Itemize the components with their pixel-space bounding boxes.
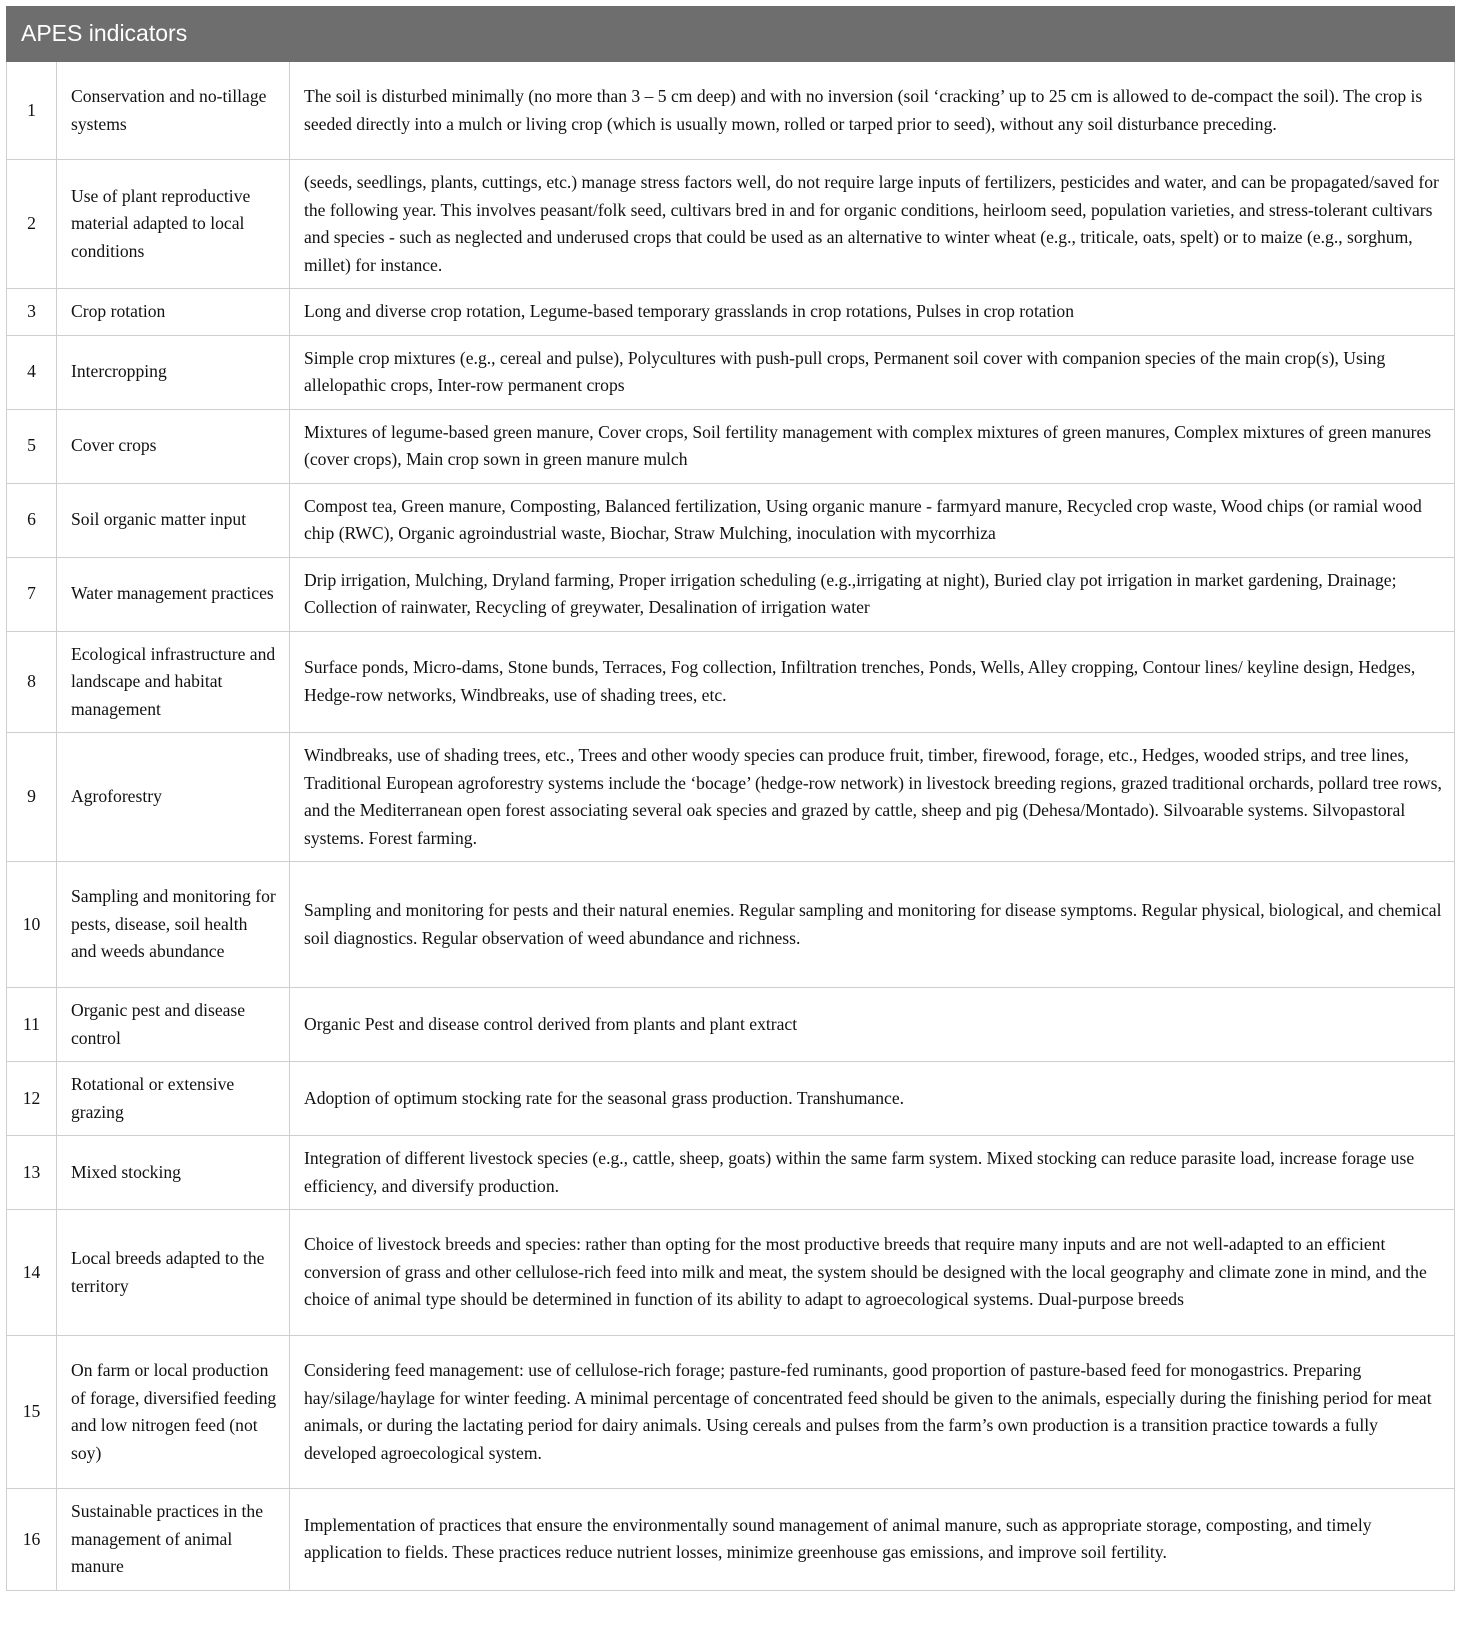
indicator-description: Implementation of practices that ensure the environmentally sound management of animal manure, such as appropriate storage, composting, and timely application to fields. These practices reduce nutrient losses, minimize greenhouse gas emissions, and improve soil fertility.: [290, 1489, 1455, 1591]
indicator-name: Local breeds adapted to the territory: [57, 1210, 290, 1336]
row-number: 12: [7, 1062, 57, 1136]
table-row: [7, 862, 1455, 988]
table-row: [7, 631, 1455, 733]
row-number: 1: [7, 62, 57, 160]
table-row: [7, 733, 1455, 862]
indicator-description: Choice of livestock breeds and species: rather than opting for the most productive breeds that require many inputs and are not well-adapted to an efficient conversion of grass and other cellulose-rich feed into milk and meat, the system should be designed with the local geography and climate zone in mind, and the choice of animal type should be determined in function of its ability to adapt to agroecological systems. Dual-purpose breeds: [290, 1210, 1455, 1336]
indicator-name: Conservation and no-tillage systems: [57, 62, 290, 160]
indicator-description: Surface ponds, Micro-dams, Stone bunds, Terraces, Fog collection, Infiltration trenches, Ponds, Wells, Alley cropping, Contour lines/ keyline design, Hedges, Hedge-row networks, Windbreaks, use of shading trees, etc.: [290, 631, 1455, 733]
indicator-name: Rotational or extensive grazing: [57, 1062, 290, 1136]
row-number: 4: [7, 335, 57, 409]
table-row: [7, 988, 1455, 1062]
table-body: [7, 62, 1455, 1591]
indicator-description: Organic Pest and disease control derived from plants and plant extract: [290, 988, 1455, 1062]
indicator-description: Simple crop mixtures (e.g., cereal and pulse), Polycultures with push-pull crops, Permanent soil cover with companion species of the main crop(s), Using allelopathic crops, Inter-row permanent crops: [290, 335, 1455, 409]
row-number: 10: [7, 862, 57, 988]
indicator-name: Water management practices: [57, 557, 290, 631]
row-number: 6: [7, 483, 57, 557]
row-number: 9: [7, 733, 57, 862]
table-row: [7, 483, 1455, 557]
indicator-name: Use of plant reproductive material adapted to local conditions: [57, 160, 290, 289]
indicator-description: The soil is disturbed minimally (no more than 3 – 5 cm deep) and with no inversion (soil ‘cracking’ up to 25 cm is allowed to de-compact the soil). The crop is seeded directly into a mulch or living crop (which is usually mown, rolled or tarped prior to seed), without any soil disturbance preceding.: [290, 62, 1455, 160]
indicator-description: Adoption of optimum stocking rate for the seasonal grass production. Transhumance.: [290, 1062, 1455, 1136]
row-number: 13: [7, 1136, 57, 1210]
indicator-description: Integration of different livestock species (e.g., cattle, sheep, goats) within the same farm system. Mixed stocking can reduce parasite load, increase forage use efficiency, and diversify production.: [290, 1136, 1455, 1210]
indicator-description: Drip irrigation, Mulching, Dryland farming, Proper irrigation scheduling (e.g.,irrigating at night), Buried clay pot irrigation in market gardening, Drainage; Collection of rainwater, Recycling of greywater, Desalination of irrigation water: [290, 557, 1455, 631]
indicator-description: Considering feed management: use of cellulose-rich forage; pasture-fed ruminants, good proportion of pasture-based feed for monogastrics. Preparing hay/silage/haylage for winter feeding. A minimal percentage of concentrated feed should be given to the animals, especially during the finishing period for meat animals, or during the lactating period for dairy animals. Using cereals and pulses from the farm’s own production is a transition practice towards a fully developed agroecological system.: [290, 1336, 1455, 1489]
row-number: 5: [7, 409, 57, 483]
indicator-description: Long and diverse crop rotation, Legume-based temporary grasslands in crop rotations, Pulses in crop rotation: [290, 289, 1455, 336]
indicator-description: Mixtures of legume-based green manure, Cover crops, Soil fertility management with complex mixtures of green manures, Complex mixtures of green manures (cover crops), Main crop sown in green manure mulch: [290, 409, 1455, 483]
table-row: [7, 1336, 1455, 1489]
table-row: [7, 1489, 1455, 1591]
table-row: [7, 1062, 1455, 1136]
table-row: [7, 335, 1455, 409]
table-row: [7, 409, 1455, 483]
row-number: 11: [7, 988, 57, 1062]
table-row: [7, 62, 1455, 160]
indicator-name: Crop rotation: [57, 289, 290, 336]
row-number: 2: [7, 160, 57, 289]
table-row: [7, 289, 1455, 336]
table-row: [7, 1210, 1455, 1336]
indicator-description: Windbreaks, use of shading trees, etc., Trees and other woody species can produce fruit, timber, firewood, forage, etc., Hedges, wooded strips, and tree lines, Traditional European agroforestry systems include the ‘bocage’ (hedge-row network) in livestock breeding regions, grazed traditional orchards, pollard tree rows, and the Mediterranean open forest associating several oak species and grazed by cattle, sheep and pig (Dehesa/Montado). Silvoarable systems. Silvopastoral systems. Forest farming.: [290, 733, 1455, 862]
indicator-name: Cover crops: [57, 409, 290, 483]
table-header-row: [7, 7, 1455, 62]
row-number: 8: [7, 631, 57, 733]
indicator-name: Ecological infrastructure and landscape and habitat management: [57, 631, 290, 733]
row-number: 3: [7, 289, 57, 336]
row-number: 16: [7, 1489, 57, 1591]
indicator-description: Compost tea, Green manure, Composting, Balanced fertilization, Using organic manure - farmyard manure, Recycled crop waste, Wood chips (or ramial wood chip (RWC), Organic agroindustrial waste, Biochar, Straw Mulching, inoculation with mycorrhiza: [290, 483, 1455, 557]
indicator-name: Organic pest and disease control: [57, 988, 290, 1062]
row-number: 15: [7, 1336, 57, 1489]
table-title: APES indicators: [7, 7, 1455, 62]
indicator-description: Sampling and monitoring for pests and their natural enemies. Regular sampling and monitoring for disease symptoms. Regular physical, biological, and chemical soil diagnostics. Regular observation of weed abundance and richness.: [290, 862, 1455, 988]
table-row: [7, 557, 1455, 631]
indicator-name: Sustainable practices in the management of animal manure: [57, 1489, 290, 1591]
indicator-description: (seeds, seedlings, plants, cuttings, etc.) manage stress factors well, do not require large inputs of fertilizers, pesticides and water, and can be propagated/saved for the following year. This involves peasant/folk seed, cultivars bred in and for organic conditions, heirloom seed, population varieties, and stress-tolerant cultivars and species - such as neglected and underused crops that could be used as an alternative to winter wheat (e.g., triticale, oats, spelt) or to maize (e.g., sorghum, millet) for instance.: [290, 160, 1455, 289]
table-row: [7, 1136, 1455, 1210]
row-number: 7: [7, 557, 57, 631]
indicator-name: Intercropping: [57, 335, 290, 409]
row-number: 14: [7, 1210, 57, 1336]
indicator-name: Agroforestry: [57, 733, 290, 862]
indicator-name: Sampling and monitoring for pests, disease, soil health and weeds abundance: [57, 862, 290, 988]
indicator-name: Soil organic matter input: [57, 483, 290, 557]
indicator-name: On farm or local production of forage, diversified feeding and low nitrogen feed (not soy): [57, 1336, 290, 1489]
indicator-name: Mixed stocking: [57, 1136, 290, 1210]
apes-indicators-table: [6, 6, 1455, 1591]
table-header: [7, 7, 1455, 62]
table-row: [7, 160, 1455, 289]
